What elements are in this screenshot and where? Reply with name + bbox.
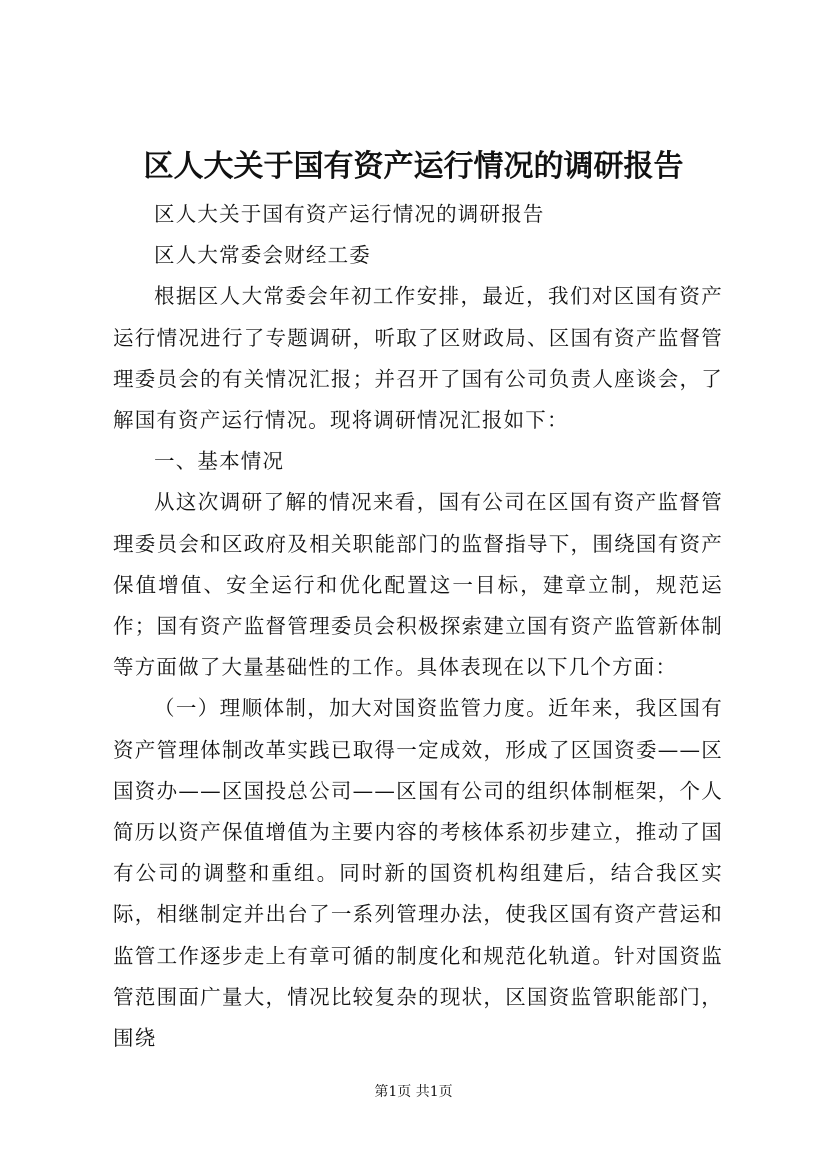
section-heading-basic: 一、基本情况 xyxy=(154,449,285,474)
page-number-label: 第1页 共1页 xyxy=(374,1084,453,1100)
body-paragraph-author: 区人大常委会财经工委 xyxy=(154,243,371,268)
body-paragraph-subtitle: 区人大关于国有资产运行情况的调研报告 xyxy=(154,202,545,226)
body-paragraph-point-one: （一）理顺体制，加大对国资监管力度。近年来，我区国有资产管理体制改革实践已取得一定成效，形成了区国资委——区国资办——区国投总公司——区国有公司的组织体制框架，个人简历以资产保值增值为主要内容的考核体系初步建立，推动了国有公司的调整和重组。同时新的国资机构组建后，结合我区实际，相继制定并出台了一系列管理办法，使我区国有资产营运和监管工作逐步走上有章可循的制度化和规范化轨道。针对国资监管范围面广量大，情况比较复杂的现状，区国资监管职能部门，围绕 xyxy=(113,696,723,1051)
document-title: 区人大关于国有资产运行情况的调研报告 xyxy=(143,149,684,184)
body-paragraph-overview: 从这次调研了解的情况来看，国有公司在区国有资产监督管理委员会和区政府及相关职能部门的监督指导下，围绕国有资产保值增值、安全运行和优化配置这一目标，建章立制，规范运作；国有资产监督管理委员会积极探索建立国有资产监管新体制等方面做了大量基础性的工作。具体表现在以下几个方面： xyxy=(113,490,723,680)
page-footer xyxy=(0,1082,827,1102)
document-body xyxy=(113,194,723,1059)
body-paragraph-intro: 根据区人大常委会年初工作安排，最近，我们对区国有资产运行情况进行了专题调研，听取了区财政局、区国有资产监督管理委员会的有关情况汇报；并召开了国有公司负责人座谈会，了解国有资产运行情况。现将调研情况汇报如下： xyxy=(113,284,723,433)
